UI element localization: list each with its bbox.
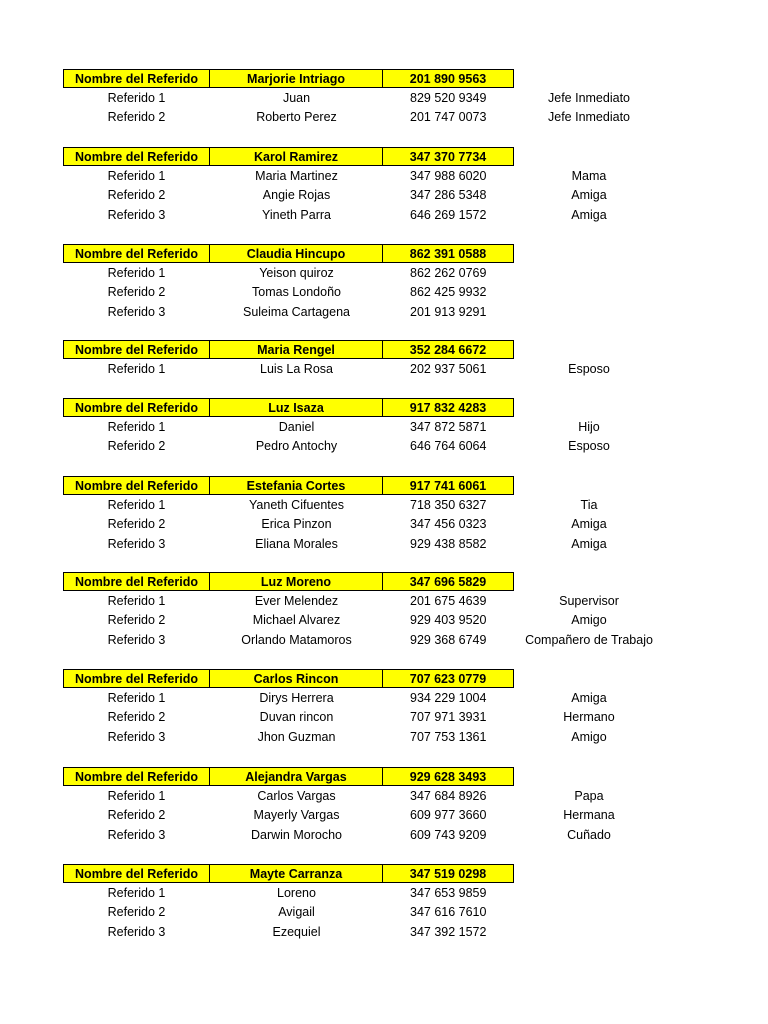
referido-name: Marjorie Intriago (210, 69, 383, 88)
reference-label: Referido 1 (107, 90, 166, 105)
reference-row (63, 303, 664, 322)
reference-phone: 347 988 6020 (410, 168, 487, 183)
reference-relation: Tia (580, 497, 598, 512)
reference-phone: 347 653 9859 (410, 885, 487, 900)
reference-label: Referido 2 (107, 439, 166, 453)
reference-label: Referido 3 (107, 536, 166, 551)
reference-name: Daniel (278, 419, 315, 434)
reference-relation (514, 283, 664, 302)
reference-phone: 201 675 4639 (410, 593, 487, 608)
reference-phone: 862 425 9932 (410, 285, 487, 299)
header-label: Nombre del Referido (63, 476, 210, 495)
reference-label: Referido 1 (107, 885, 166, 900)
reference-label: Referido 1 (107, 361, 166, 376)
referido-phone: 347 696 5829 (383, 572, 514, 591)
referido-name: Claudia Hincupo (210, 244, 383, 263)
reference-row (63, 360, 664, 379)
reference-relation: Supervisor (559, 593, 619, 608)
referido-name: Mayte Carranza (210, 864, 383, 883)
reference-phone: 929 438 8582 (410, 536, 487, 551)
reference-label: Referido 3 (107, 207, 166, 222)
header-label: Nombre del Referido (63, 767, 210, 786)
referido-header-row (63, 398, 514, 417)
reference-name: Mayerly Vargas (253, 808, 340, 822)
referido-name: Maria Rengel (210, 340, 383, 359)
reference-relation (514, 923, 664, 942)
reference-relation: Jefe Inmediato (548, 90, 630, 105)
referido-header-row (63, 767, 514, 786)
reference-row (63, 728, 664, 747)
referido-phone: 862 391 0588 (383, 244, 514, 263)
reference-phone: 707 971 3931 (410, 710, 487, 724)
referido-header-row (63, 147, 514, 166)
referido-header-row (63, 476, 514, 495)
reference-phone: 609 977 3660 (410, 808, 487, 822)
reference-phone: 347 392 1572 (410, 924, 487, 939)
reference-phone: 347 684 8926 (410, 788, 487, 803)
reference-name: Juan (282, 90, 311, 105)
reference-name: Suleima Cartagena (242, 304, 350, 319)
reference-row (63, 903, 664, 922)
reference-label: Referido 1 (107, 497, 166, 512)
referido-name: Luz Moreno (210, 572, 383, 591)
reference-relation: Amiga (571, 188, 607, 202)
referido-header-row (63, 572, 514, 591)
referido-phone: 929 628 3493 (383, 767, 514, 786)
reference-phone: 609 743 9209 (410, 827, 487, 842)
header-label: Nombre del Referido (63, 340, 210, 359)
reference-row (63, 186, 664, 205)
referido-header-row (63, 864, 514, 883)
reference-relation: Esposo (568, 439, 610, 453)
reference-label: Referido 2 (107, 710, 166, 724)
reference-name: Darwin Morocho (250, 827, 342, 842)
reference-phone: 929 403 9520 (410, 613, 487, 627)
reference-row (63, 592, 664, 611)
reference-phone: 347 872 5871 (410, 419, 487, 434)
reference-phone: 707 753 1361 (410, 729, 487, 744)
reference-name: Roberto Perez (256, 110, 337, 124)
reference-row (63, 108, 664, 127)
reference-row (63, 264, 664, 283)
reference-label: Referido 2 (107, 285, 166, 299)
reference-row (63, 787, 664, 806)
reference-label: Referido 3 (107, 632, 166, 647)
referido-phone: 347 370 7734 (383, 147, 514, 166)
referido-name: Alejandra Vargas (210, 767, 383, 786)
reference-label: Referido 1 (107, 690, 166, 705)
reference-row (63, 631, 664, 650)
reference-label: Referido 2 (107, 110, 166, 124)
reference-row (63, 884, 664, 903)
reference-relation: Papa (574, 788, 604, 803)
header-label: Nombre del Referido (63, 244, 210, 263)
header-label: Nombre del Referido (63, 669, 210, 688)
reference-relation (514, 903, 664, 922)
reference-label: Referido 1 (107, 788, 166, 803)
reference-relation: Amigo (571, 729, 607, 744)
reference-name: Michael Alvarez (252, 613, 341, 627)
referido-name: Karol Ramirez (210, 147, 383, 166)
reference-name: Angie Rojas (262, 188, 331, 202)
reference-label: Referido 3 (107, 729, 166, 744)
reference-phone: 829 520 9349 (410, 90, 487, 105)
reference-phone: 347 456 0323 (410, 517, 487, 531)
reference-relation: Hermana (563, 808, 615, 822)
reference-name: Eliana Morales (255, 536, 338, 551)
reference-label: Referido 2 (107, 188, 166, 202)
reference-relation (514, 264, 664, 283)
reference-relation: Compañero de Trabajo (525, 632, 653, 647)
reference-phone: 347 286 5348 (410, 188, 487, 202)
reference-label: Referido 2 (107, 517, 166, 531)
reference-row (63, 496, 664, 515)
reference-row (63, 689, 664, 708)
reference-phone: 646 764 6064 (410, 439, 487, 453)
reference-phone: 646 269 1572 (410, 207, 487, 222)
reference-label: Referido 3 (107, 827, 166, 842)
reference-row (63, 826, 664, 845)
reference-phone: 929 368 6749 (410, 632, 487, 647)
reference-name: Dirys Herrera (259, 690, 334, 705)
reference-label: Referido 1 (107, 168, 166, 183)
reference-name: Duvan rincon (259, 710, 334, 724)
reference-name: Loreno (277, 885, 316, 900)
reference-name: Pedro Antochy (255, 439, 338, 453)
reference-relation: Hijo (578, 419, 600, 434)
reference-label: Referido 1 (107, 265, 166, 280)
referido-header-row (63, 244, 514, 263)
referido-header-row (63, 669, 514, 688)
reference-phone: 718 350 6327 (410, 497, 487, 512)
reference-phone: 862 262 0769 (410, 265, 487, 280)
reference-name: Luis La Rosa (260, 361, 333, 376)
reference-phone: 201 913 9291 (410, 304, 487, 319)
reference-relation: Amigo (571, 613, 607, 627)
reference-row (63, 515, 664, 534)
reference-row (63, 535, 664, 554)
reference-name: Ever Melendez (254, 593, 339, 608)
header-label: Nombre del Referido (63, 572, 210, 591)
reference-phone: 201 747 0073 (410, 110, 487, 124)
referido-phone: 917 832 4283 (383, 398, 514, 417)
referido-header-row (63, 340, 514, 359)
reference-relation: Amiga (571, 517, 607, 531)
reference-relation (514, 303, 664, 322)
header-label: Nombre del Referido (63, 69, 210, 88)
reference-label: Referido 3 (107, 304, 166, 319)
reference-row (63, 611, 664, 630)
reference-row (63, 283, 664, 302)
reference-relation: Esposo (568, 361, 610, 376)
reference-row (63, 206, 664, 225)
reference-row (63, 708, 664, 727)
reference-name: Yeison quiroz (259, 265, 334, 280)
reference-relation: Hermano (563, 710, 615, 724)
reference-label: Referido 2 (107, 613, 166, 627)
reference-name: Orlando Matamoros (241, 632, 352, 647)
reference-phone: 347 616 7610 (410, 905, 487, 919)
header-label: Nombre del Referido (63, 147, 210, 166)
reference-row (63, 167, 664, 186)
reference-label: Referido 2 (107, 808, 166, 822)
referido-phone: 201 890 9563 (383, 69, 514, 88)
reference-name: Yineth Parra (261, 207, 332, 222)
reference-row (63, 89, 664, 108)
reference-relation: Jefe Inmediato (548, 110, 630, 124)
reference-row (63, 806, 664, 825)
reference-phone: 934 229 1004 (410, 690, 487, 705)
reference-row (63, 418, 664, 437)
referido-name: Estefania Cortes (210, 476, 383, 495)
referido-phone: 917 741 6061 (383, 476, 514, 495)
reference-name: Maria Martinez (255, 168, 338, 183)
referido-name: Luz Isaza (210, 398, 383, 417)
reference-name: Tomas Londoño (252, 285, 341, 299)
reference-label: Referido 3 (107, 924, 166, 939)
reference-label: Referido 1 (107, 419, 166, 434)
referido-header-row (63, 69, 514, 88)
reference-label: Referido 1 (107, 593, 166, 608)
reference-row (63, 923, 664, 942)
reference-row (63, 437, 664, 456)
reference-label: Referido 2 (107, 905, 166, 919)
reference-name: Yaneth Cifuentes (249, 497, 344, 512)
reference-relation: Amiga (571, 690, 607, 705)
reference-name: Jhon Guzman (257, 729, 336, 744)
reference-relation: Amiga (571, 207, 607, 222)
reference-relation: Mama (571, 168, 607, 183)
reference-relation: Amiga (571, 536, 607, 551)
reference-name: Ezequiel (272, 924, 321, 939)
referido-phone: 707 623 0779 (383, 669, 514, 688)
reference-relation: Cuñado (567, 827, 611, 842)
referido-name: Carlos Rincon (210, 669, 383, 688)
reference-name: Carlos Vargas (257, 788, 336, 803)
reference-name: Erica Pinzon (261, 517, 332, 531)
reference-name: Avigail (278, 905, 315, 919)
header-label: Nombre del Referido (63, 864, 210, 883)
reference-relation (514, 884, 664, 903)
reference-phone: 202 937 5061 (410, 361, 487, 376)
referido-phone: 347 519 0298 (383, 864, 514, 883)
referido-phone: 352 284 6672 (383, 340, 514, 359)
header-label: Nombre del Referido (63, 398, 210, 417)
